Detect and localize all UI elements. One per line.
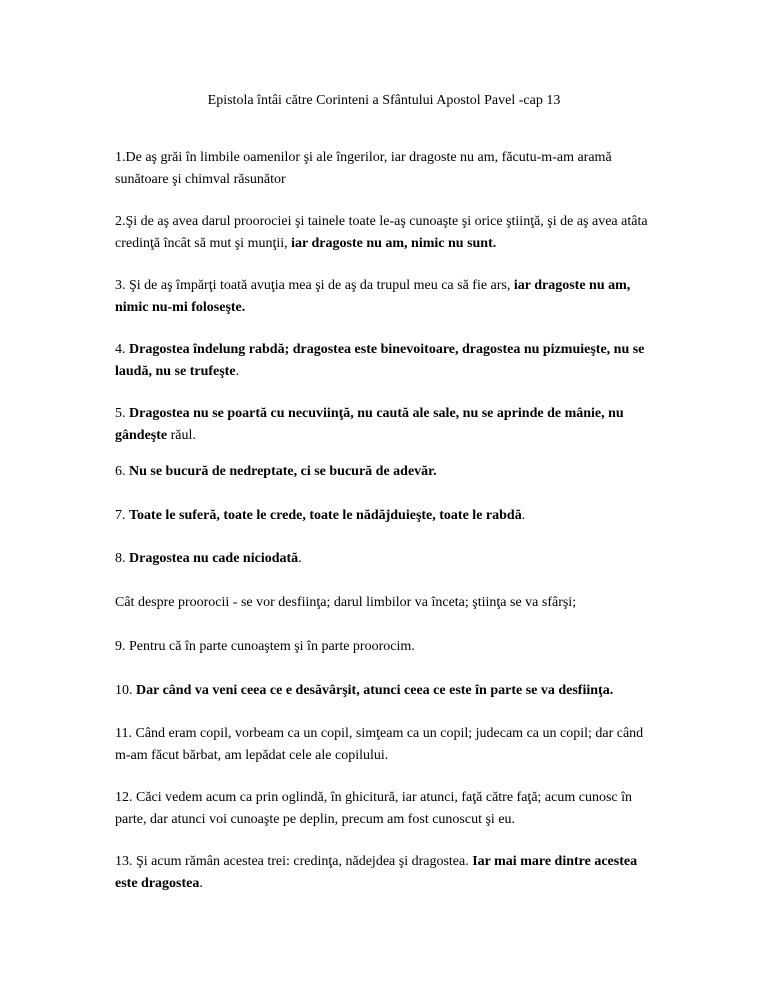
verse-paragraph [115, 275, 655, 319]
verse-paragraph [115, 636, 655, 658]
text: 1.De aş grăi în limbile oamenilor şi ale îngerilor, iar dragoste nu am, făcutu-m-am aramă sunătoare şi chimval răsunător [115, 150, 612, 187]
text: 10. [115, 683, 136, 698]
verse-paragraph [115, 147, 655, 191]
verse-paragraph [115, 211, 655, 255]
verse-paragraph [115, 548, 655, 570]
bold-text: Iar mai mare dintre acestea este dragostea [115, 854, 638, 891]
text: 12. Căci vedem acum ca prin oglindă, în ghicitură, iar atunci, faţă către faţă; acum cunosc în parte, dar atunci voi cunoaşte pe deplin, precum am fost cunoscut şi eu. [115, 790, 633, 827]
text: . [199, 876, 203, 891]
text: 5. [115, 406, 129, 421]
bold-text: Toate le suferă, toate le crede, toate le nădăjduieşte, toate le rabdă [129, 508, 522, 523]
bold-text: Nu se bucură de nedreptate, ci se bucură de adevăr. [129, 464, 437, 479]
text: 6. [115, 464, 129, 479]
bold-text: Dragostea nu se poartă cu necuviinţă, nu caută ale sale, nu se aprinde de mânie, nu gândeşte [115, 406, 624, 443]
verse-paragraph [115, 723, 655, 767]
text: 2.Şi de aş avea darul proorociei şi tainele toate le-aş cunoaşte şi orice ştiinţă, şi de aş avea atâta credinţă încât să mut şi munţii, [115, 214, 648, 251]
bold-text: Dar când va veni ceea ce e desăvârşit, atunci ceea ce este în parte se va desfiinţa. [136, 683, 614, 698]
text: 8. [115, 551, 129, 566]
text: răul. [167, 428, 196, 443]
bold-text: Dragostea nu cade niciodată [129, 551, 299, 566]
document-title: Epistola întâi către Corinteni a Sfântului Apostol Pavel -cap 13 [207, 93, 561, 108]
text: 11. Când eram copil, vorbeam ca un copil, simţeam ca un copil; judecam ca un copil; dar când m-am făcut bărbat, am lepădat cele ale copilului. [115, 726, 644, 763]
text: . [521, 508, 526, 523]
text: . [298, 551, 302, 566]
text: 13. Şi acum rămân acestea trei: credinţa, nădejdea şi dragostea. [115, 854, 473, 869]
bold-text: Dragostea îndelung rabdă; dragostea este binevoitoare, dragostea nu pizmuieşte, nu se laudă, nu se trufeşte [115, 342, 645, 379]
bold-text: iar dragoste nu am, nimic nu-mi foloseşte. [115, 278, 631, 315]
text: 4. [115, 342, 129, 357]
text: 3. Şi de aş împărţi toată avuţia mea şi de aş da trupul meu ca să fie ars, [115, 278, 514, 293]
verse-paragraph [115, 680, 655, 702]
text: 7. [115, 508, 129, 523]
verse-paragraph [115, 403, 655, 447]
verse-paragraph [115, 851, 655, 895]
text: 9. Pentru că în parte cunoaştem şi în parte proorocim. [115, 639, 415, 654]
text: . [235, 364, 240, 379]
verse-paragraph [115, 592, 655, 614]
text: Cât despre proorocii - se vor desfiinţa; darul limbilor va înceta; ştiinţa se va sfârşi; [115, 595, 577, 610]
verse-paragraph [115, 787, 655, 831]
bold-text: iar dragoste nu am, nimic nu sunt. [291, 236, 497, 251]
verse-paragraph [115, 461, 655, 483]
verse-paragraph [115, 505, 655, 527]
verse-paragraph [115, 339, 655, 383]
